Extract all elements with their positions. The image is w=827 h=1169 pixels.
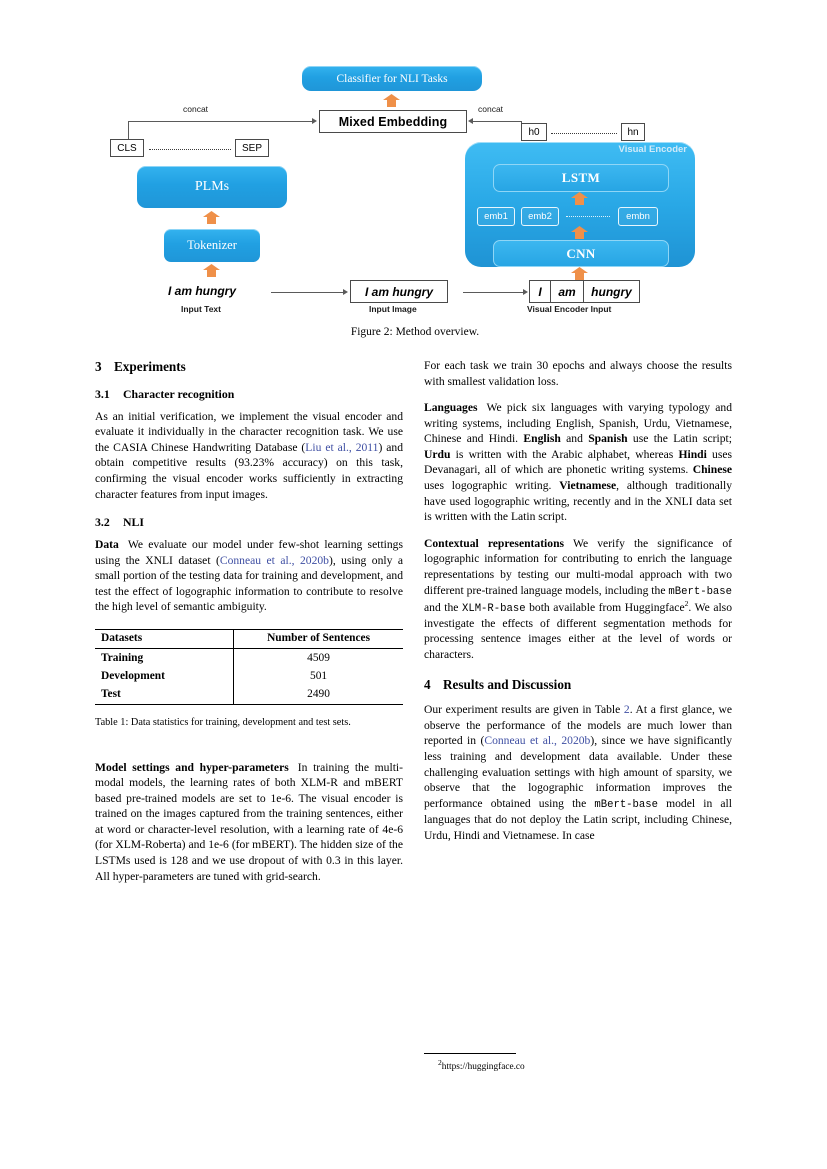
input-text-label: Input Text xyxy=(181,304,221,314)
results-text-1: Our experiment results are given in Table xyxy=(424,703,624,717)
footnote-marker-2[interactable]: 2 xyxy=(684,598,689,608)
lstm-block xyxy=(493,164,669,192)
cnn-block xyxy=(493,240,669,267)
right-column xyxy=(424,358,732,852)
languages-text-7: , although traditionally have used logographic writing, recently and in the XNLI data set is written with the Latin script. xyxy=(424,479,733,524)
section-4-title: Results and Discussion xyxy=(443,676,572,692)
table-row xyxy=(95,667,403,685)
input-image-value: I am hungry xyxy=(364,284,433,299)
languages-bold-vietnamese: Vietnamese xyxy=(559,479,617,493)
concat-left-arrowhead xyxy=(312,118,317,124)
languages-text-3: use the Latin script; xyxy=(627,432,732,446)
languages-bold-spanish: Spanish xyxy=(588,432,628,446)
visual-token-1 xyxy=(529,280,551,303)
plms-label: PLMs xyxy=(194,179,230,194)
tokenizer-block xyxy=(164,229,260,262)
cls-block xyxy=(110,139,144,157)
table-cell-dataset-training: Training xyxy=(95,649,234,668)
hn-block xyxy=(621,123,645,141)
section-heading-4 xyxy=(424,676,732,694)
languages-text-4: is written with the Arabic alphabet, whereas xyxy=(450,447,679,461)
sep-label: SEP xyxy=(241,142,262,154)
hn-label: hn xyxy=(627,126,639,138)
emb2-block xyxy=(521,207,559,226)
paragraph-contextual-representations xyxy=(424,536,732,663)
mono-xlm-r-base: XLM-R-base xyxy=(461,602,526,615)
arrow-up-to-lstm xyxy=(571,192,588,205)
visual-encoder-input-label: Visual Encoder Input xyxy=(527,304,612,314)
sep-block xyxy=(235,139,269,157)
method-overview-figure xyxy=(95,50,735,350)
contextual-text-1: We verify the significance of logographic information for contributing to enrich the language representations by testing our multi-modal approach with two different pre-trained language models, including the xyxy=(424,536,732,597)
concat-left-horizontal xyxy=(128,121,312,122)
table-row xyxy=(95,686,403,705)
table-row xyxy=(95,649,403,668)
concat-right-horizontal xyxy=(473,121,521,122)
footnote-number: 2 xyxy=(438,1058,442,1067)
languages-text-1: We pick six languages with varying typology and writing systems, including English, Spanish, Urdu, Vietnamese, Chinese and Hindi. xyxy=(424,401,732,446)
visual-token-3-label: hungry xyxy=(591,284,632,299)
arrow-up-to-cnn xyxy=(571,267,588,280)
arrow-up-to-emb xyxy=(571,226,588,239)
table-1-wrapper xyxy=(95,629,403,730)
languages-runin-heading: Languages xyxy=(424,401,478,415)
mono-mbert-base-1: mBert-base xyxy=(668,585,732,598)
subsection-3-2-number: 3.2 xyxy=(95,515,110,530)
input-text-value: I am hungry xyxy=(168,284,237,298)
mono-mbert-base-2: mBert-base xyxy=(594,798,658,811)
section-4-number: 4 xyxy=(424,676,431,692)
emb-dots xyxy=(566,216,610,217)
table-cell-count-test: 2490 xyxy=(234,686,403,705)
data-runin-heading: Data xyxy=(95,537,119,551)
embn-block xyxy=(618,207,658,226)
visual-token-2-label: am xyxy=(558,284,576,299)
paragraph-model-settings xyxy=(95,760,403,885)
h0-block xyxy=(521,123,547,141)
paragraph-languages xyxy=(424,400,732,525)
table-reference-2[interactable]: 2 xyxy=(623,703,630,717)
subsection-3-1-number: 3.1 xyxy=(95,386,110,401)
paragraph-results xyxy=(424,702,732,843)
results-text-3: ), since we have significantly less training and development data available. Under these challenging evaluation settings with high amount of sparsity, we observe that the logographic information improves the performance obtained using the xyxy=(424,734,732,810)
results-text-2: . At a first glance, we observe the performance of the models are much lower than reported in ( xyxy=(424,703,732,748)
arrow-up-to-classifier xyxy=(383,94,400,107)
table-1-caption: Table 1: Data statistics for training, development and test sets. xyxy=(95,717,351,729)
h-dots xyxy=(551,133,617,134)
cls-label: CLS xyxy=(117,142,137,154)
table-cell-dataset-development: Development xyxy=(95,667,234,685)
data-statistics-table xyxy=(95,629,403,705)
mixed-embedding-block xyxy=(319,110,467,133)
emb2-label: emb2 xyxy=(528,211,552,222)
mixed-embedding-label: Mixed Embedding xyxy=(338,114,448,129)
citation-liu-2011[interactable]: Liu et al., 2011 xyxy=(305,440,379,454)
data-text-2: ), using only a small portion of the testing data for training and development, and test the effect of logographic information to contribute to resolve the high level of semantic ambiguity. xyxy=(95,553,403,614)
languages-bold-english: English xyxy=(523,432,561,446)
visual-encoder-block xyxy=(465,142,695,267)
section-3-number: 3 xyxy=(95,359,102,374)
table-cell-dataset-test: Test xyxy=(95,686,234,705)
subsection-heading-3-1 xyxy=(95,387,403,403)
paragraph-epochs: For each task we train 30 epochs and always choose the results with smallest validation loss. xyxy=(424,359,732,388)
languages-bold-hindi: Hindi xyxy=(678,447,707,461)
contextual-text-3: both available from Huggingface xyxy=(525,600,685,614)
arrow-text-to-image-line xyxy=(271,292,343,293)
subsection-3-2-title: NLI xyxy=(123,515,144,530)
tokenizer-label: Tokenizer xyxy=(187,238,237,252)
arrow-up-to-tokenizer xyxy=(203,264,220,277)
model-settings-runin-heading: Model settings and hyper-parameters xyxy=(95,760,289,774)
contextual-text-2: and the xyxy=(424,600,462,614)
citation-conneau-2020b-a[interactable]: Conneau et al., 2020b xyxy=(219,553,329,567)
footnote-entry xyxy=(424,1058,732,1072)
cls-sep-dots xyxy=(149,149,231,150)
emb1-label: emb1 xyxy=(484,211,508,222)
visual-token-2 xyxy=(550,280,584,303)
section-heading-3 xyxy=(95,358,403,376)
footnote-url[interactable]: https://huggingface.co xyxy=(441,1062,525,1073)
results-text-4: model in all languages that do not deploy the Latin script, including Chinese, Urdu, Hindi and Vietnamese. In case xyxy=(424,796,732,842)
languages-text-5: uses Devanagari, all of which are phonetic writing systems. xyxy=(424,447,732,477)
paragraph-character-recognition xyxy=(95,409,403,502)
languages-text-6: uses logographic writing. xyxy=(424,479,560,493)
contextual-text-4: . We also investigate the effects of different segmentation methods for processing sentence images either at the level of words or characters. xyxy=(424,600,732,661)
contextual-runin-heading: Contextual representations xyxy=(424,536,565,550)
languages-bold-urdu: Urdu xyxy=(424,447,451,461)
table-cell-count-development: 501 xyxy=(310,669,328,682)
subsection-heading-3-2 xyxy=(95,515,403,531)
table-header-datasets: Datasets xyxy=(95,629,234,648)
subsection-3-1-title: Character recognition xyxy=(123,386,235,401)
table-header-row xyxy=(95,629,403,648)
concat-left-label: concat xyxy=(183,104,209,114)
paragraph-data xyxy=(95,537,403,615)
visual-token-3 xyxy=(583,280,640,303)
arrow-image-to-encoder-head xyxy=(523,289,528,295)
footnote-rule xyxy=(424,1053,516,1054)
concat-right-arrowhead xyxy=(468,118,473,124)
arrow-text-to-image-head xyxy=(343,289,348,295)
table-cell-count-training: 4509 xyxy=(307,651,330,664)
char-rec-text-2: ) and obtain competitive results (93.23% accuracy) on this task, confirming the visual encoder works sufficiently in extracting character features from input images. xyxy=(95,440,404,501)
input-image-block xyxy=(350,280,448,303)
char-rec-text-1: As an initial verification, we implement the visual encoder and evaluate it individually in the character recognition task. We use the CASIA Chinese Handwriting Database ( xyxy=(95,409,403,454)
plms-block xyxy=(137,166,287,208)
left-column xyxy=(95,358,403,893)
arrow-image-to-encoder-line xyxy=(463,292,523,293)
figure-caption: Figure 2: Method overview. xyxy=(350,326,480,338)
table-header-number-of-sentences: Number of Sentences xyxy=(234,629,403,648)
lstm-label: LSTM xyxy=(561,170,601,185)
input-image-label: Input Image xyxy=(369,304,417,314)
languages-text-2: and xyxy=(560,432,589,446)
data-text-1: We evaluate our model under few-shot learning settings using the XNLI dataset ( xyxy=(95,537,403,567)
visual-token-1-label: I xyxy=(538,284,542,299)
h0-label: h0 xyxy=(528,126,540,138)
footnote-area xyxy=(424,1053,732,1072)
arrow-up-to-plms xyxy=(203,211,220,224)
classifier-block-label: Classifier for NLI Tasks xyxy=(336,72,448,85)
citation-conneau-2020b-b[interactable]: Conneau et al., 2020b xyxy=(484,734,591,748)
classifier-block xyxy=(302,66,482,91)
visual-encoder-label: Visual Encoder xyxy=(618,144,687,155)
model-settings-text: In training the multi-modal models, the learning rates of both XLM-R and mBERT based pre-trained models are set to 1e-6. The visual encoder is trained on the images captured from the training sentences, either at word or character-level resolution, with a learning rate of 4e-6 (for XLM-Roberta) and 1e-6 (for mBERT). The hidden size of the LSTMs used is 128 and we use dropout of with 0.3 in this layer. All hyper-parameters are tuned with grid-search. xyxy=(95,760,404,883)
embn-label: embn xyxy=(626,211,650,222)
concat-right-label: concat xyxy=(478,104,504,114)
cnn-label: CNN xyxy=(566,245,596,261)
emb1-block xyxy=(477,207,515,226)
languages-bold-chinese: Chinese xyxy=(692,463,732,477)
section-3-title: Experiments xyxy=(114,359,186,374)
